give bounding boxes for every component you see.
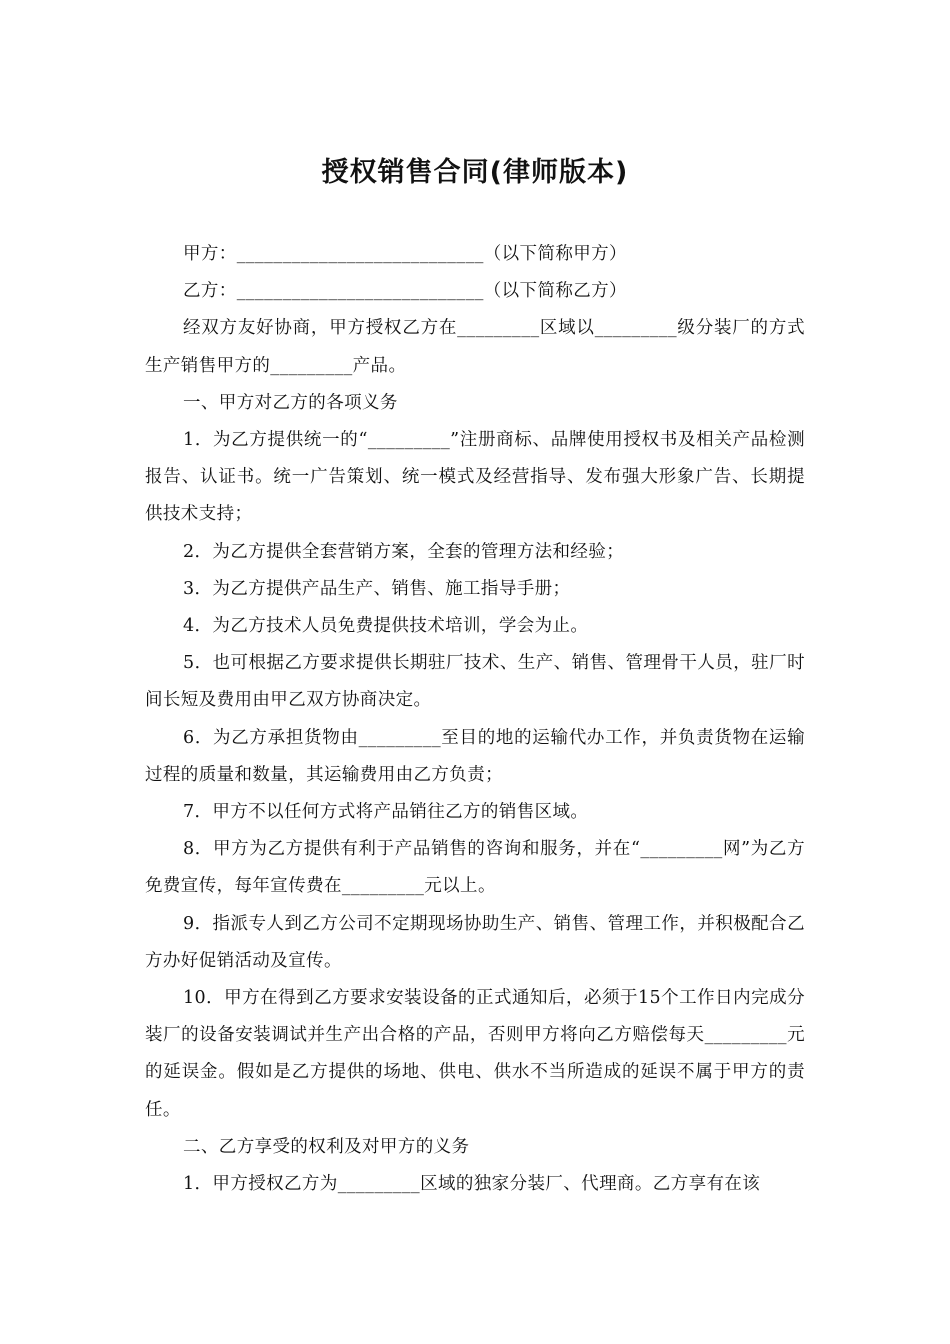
clause-1-4: 4．为乙方技术人员免费提供技术培训，学会为止。 [183, 616, 589, 637]
clause-2-1: 1．甲方授权乙方为_________区域的独家分装厂、代理商。乙方享有在该 [183, 1174, 761, 1195]
document-title: 授权销售合同(律师版本) [321, 157, 629, 188]
clause-1-10: 10．甲方在得到乙方要求安装设备的正式通知后，必须于15个工作日内完成分装厂的设备安装调试并生产出合格的产品，否则甲方将向乙方赔偿每天_________元的延误金。假如是乙方提供的场地、供电、供水不当所造成的延误不属于甲方的责任。 [145, 988, 805, 1120]
clause-1-1: 1．为乙方提供统一的“_________”注册商标、品牌使用授权书及相关产品检测报告、认证书。统一广告策划、统一模式及经营指导、发布强大形象广告、长期提供技术支持； [145, 430, 805, 525]
clause-1-8: 8．甲方为乙方提供有利于产品销售的咨询和服务，并在“_________网”为乙方免费宣传，每年宣传费在_________元以上。 [145, 839, 805, 897]
clause-1-3: 3．为乙方提供产品生产、销售、施工指导手册； [183, 578, 571, 599]
document-body [145, 236, 805, 1203]
party-b-line: 乙方：___________________________（以下简称乙方） [183, 281, 627, 302]
section-heading-1: 一、甲方对乙方的各项义务 [183, 392, 398, 413]
clause-1-6: 6．为乙方承担货物由_________至目的地的运输代办工作，并负责货物在运输过程的质量和数量，其运输费用由乙方负责； [145, 727, 805, 785]
clause-1-2: 2．为乙方提供全套营销方案，全套的管理方法和经验； [183, 541, 625, 562]
clause-1-7: 7．甲方不以任何方式将产品销往乙方的销售区域。 [183, 802, 589, 823]
clause-1-5: 5．也可根据乙方要求提供长期驻厂技术、生产、销售、管理骨干人员，驻厂时间长短及费用由甲乙双方协商决定。 [145, 653, 805, 711]
section-heading-2: 二、乙方享受的权利及对甲方的义务 [183, 1136, 470, 1157]
party-a-line: 甲方：___________________________（以下简称甲方） [183, 244, 627, 264]
intro-paragraph: 经双方友好协商，甲方授权乙方在_________区域以_________级分装厂的方式生产销售甲方的_________产品。 [145, 318, 805, 376]
clause-1-9: 9．指派专人到乙方公司不定期现场协助生产、销售、管理工作，并积极配合乙方办好促销活动及宣传。 [145, 913, 805, 971]
